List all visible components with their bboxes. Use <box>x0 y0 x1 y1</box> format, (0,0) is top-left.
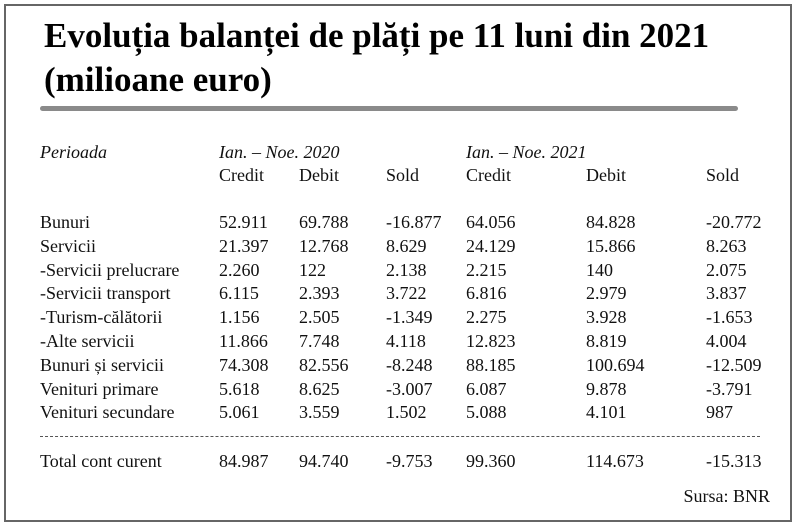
divider-dashed <box>40 436 760 437</box>
table-cell: 100.694 <box>586 354 645 375</box>
table-cell: 4.101 <box>586 402 627 423</box>
source-note: Sursa: BNR <box>683 486 770 506</box>
table-cell: 6.087 <box>466 378 507 399</box>
table-cell: 69.788 <box>299 212 349 232</box>
table-cell: 4.118 <box>386 331 426 351</box>
table-row <box>0 235 800 259</box>
column-header: Sold <box>386 165 420 185</box>
table-cell: 7.748 <box>299 331 340 351</box>
table-cell: 21.397 <box>219 235 269 256</box>
table-cell: 99.360 <box>466 451 516 471</box>
table-cell: 2.275 <box>466 307 507 328</box>
table-cell: 8.819 <box>586 331 627 351</box>
table-cell: 2.393 <box>299 283 340 304</box>
row-label: Bunuri și servicii <box>40 354 164 375</box>
column-header: Debit <box>586 165 626 185</box>
table-row <box>0 282 800 306</box>
period-2020-header: Ian. – Noe. 2020 <box>219 142 340 162</box>
table-cell: 2.505 <box>299 307 340 328</box>
title-line-2: (milioane euro) <box>44 60 272 99</box>
table-row <box>0 378 800 402</box>
table-cell: -9.753 <box>386 451 433 471</box>
table-cell: -20.772 <box>706 212 762 232</box>
table-cell: 11.866 <box>219 331 268 351</box>
table-cell: 5.061 <box>219 402 260 423</box>
row-label: -Alte servicii <box>40 331 135 351</box>
table-cell: 987 <box>706 402 733 423</box>
table-row <box>0 259 800 283</box>
row-label: Venituri primare <box>40 378 159 399</box>
column-header: Debit <box>299 165 339 185</box>
table-cell: -1.349 <box>386 307 433 328</box>
table-cell: 122 <box>299 259 326 280</box>
table-cell: 140 <box>586 259 613 280</box>
table-row <box>0 354 800 378</box>
table-row <box>0 211 800 235</box>
title-line-1: Evoluția balanței de plăți pe 11 luni din 2021 <box>44 16 710 55</box>
table-row <box>0 306 800 330</box>
table-cell: 1.502 <box>386 402 427 423</box>
table-cell: -3.791 <box>706 378 753 399</box>
table-cell: 4.004 <box>706 331 747 351</box>
document-title <box>44 14 764 102</box>
table-cell: 114.673 <box>586 451 644 471</box>
table-cell: 5.618 <box>219 378 260 399</box>
table-cell: 2.215 <box>466 259 507 280</box>
table-cell: 12.768 <box>299 235 349 256</box>
table-cell: 94.740 <box>299 451 349 471</box>
table-cell: 3.837 <box>706 283 747 304</box>
table-cell: 8.625 <box>299 378 340 399</box>
table-cell: 1.156 <box>219 307 260 328</box>
table-cell: 82.556 <box>299 354 349 375</box>
column-header: Credit <box>219 165 264 185</box>
table-cell: -1.653 <box>706 307 753 328</box>
row-label: -Servicii transport <box>40 283 171 304</box>
column-header: Sold <box>706 165 740 185</box>
table-cell: 2.260 <box>219 259 260 280</box>
table-cell: -8.248 <box>386 354 433 375</box>
table-cell: -16.877 <box>386 212 442 232</box>
period-label: Perioada <box>40 142 107 162</box>
table-cell: -3.007 <box>386 378 433 399</box>
table-cell: -15.313 <box>706 451 762 471</box>
row-label: Servicii <box>40 235 96 256</box>
row-label: -Turism-călătorii <box>40 307 163 328</box>
table-cell: 2.979 <box>586 283 627 304</box>
table-cell: 6.816 <box>466 283 507 304</box>
table-cell: 3.928 <box>586 307 627 328</box>
row-label: Venituri secundare <box>40 402 175 423</box>
table-cell: 3.722 <box>386 283 427 304</box>
column-header: Credit <box>466 165 511 185</box>
table-cell: 88.185 <box>466 354 516 375</box>
table-cell: 2.138 <box>386 259 427 280</box>
row-label: -Servicii prelucrare <box>40 259 180 280</box>
period-2021-header: Ian. – Noe. 2021 <box>466 142 587 162</box>
table-cell: 84.828 <box>586 212 636 232</box>
table-cell: 9.878 <box>586 378 627 399</box>
table-cell: 8.263 <box>706 235 747 256</box>
table-cell: 8.629 <box>386 235 427 256</box>
table-row <box>0 330 800 354</box>
table-cell: 74.308 <box>219 354 269 375</box>
row-label: Bunuri <box>40 212 91 232</box>
table-cell: 52.911 <box>219 212 268 232</box>
table-cell: 84.987 <box>219 451 269 471</box>
table-cell: -12.509 <box>706 354 762 375</box>
row-label: Total cont curent <box>40 451 162 471</box>
table-cell: 12.823 <box>466 331 516 351</box>
table-cell: 15.866 <box>586 235 636 256</box>
table-cell: 24.129 <box>466 235 516 256</box>
table-cell: 2.075 <box>706 259 747 280</box>
table-cell: 5.088 <box>466 402 507 423</box>
title-underline <box>40 106 738 111</box>
table-cell: 3.559 <box>299 402 340 423</box>
table-cell: 6.115 <box>219 283 259 304</box>
table-cell: 64.056 <box>466 212 516 232</box>
table-row <box>0 401 800 425</box>
total-row <box>0 450 800 474</box>
